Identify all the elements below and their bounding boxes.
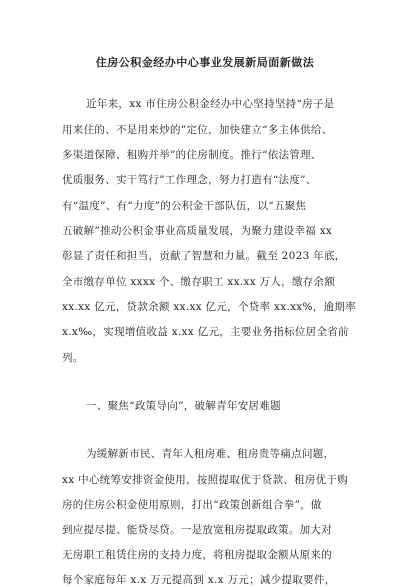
paragraph-line: xx 中心统筹安排资金使用，按照提取优于贷款、租房优于购 — [62, 474, 349, 486]
paragraph-line: 每个家庭每年 x.x 万元提高到 x.x 万元；减少提取要件， — [62, 574, 336, 586]
paragraph-line: xx.xx 亿元，贷款余额 xx.xx 亿元，个贷率 xx.xx%，逾期率 — [62, 301, 356, 313]
paragraph-line: x.x‰，实现增值收益 x.xx 亿元，主要业务指标位居全省前 — [62, 326, 349, 338]
paragraph-line: 到应提尽提、能贷尽贷。一是放宽租房提取政策。加大对 — [62, 524, 332, 536]
paragraph-line: 有“温度”、有“力度”的公积金干部队伍，以“五聚焦 — [62, 200, 307, 212]
paragraph-line: 为缓解新市民、青年人租房难、租房贵等痛点问题， — [86, 448, 335, 460]
section-heading: 一、聚焦“政策导向”，破解青年安居难题 — [86, 400, 281, 412]
paragraph-line: 用来住的、不是用来炒的”定位，加快建立“多主体供给、 — [62, 124, 333, 136]
paragraph-line: 房的住房公积金使用原则，打出“政策创新组合拳”，做 — [62, 499, 322, 511]
paragraph-line: 全市缴存单位 xxxx 个、缴存职工 xx.xx 万人，缴存余额 — [62, 276, 336, 288]
paragraph-line: 近年来，xx 市住房公积金经办中心坚持坚持“房子是 — [86, 98, 335, 110]
paragraph-line: 五破解”推动公积金事业高质量发展，为聚力建设幸福 xx — [62, 225, 333, 237]
paragraph-line: 优质服务、实干笃行”工作理念，努力打造有“法度”、 — [62, 174, 317, 186]
paragraph-line: 彰显了责任和担当，贡献了智慧和力量。截至 2023 年底， — [62, 250, 346, 262]
paragraph-line: 无房职工租赁住房的支持力度，将租房提取金额从原来的 — [62, 549, 332, 561]
paragraph-line: 多渠道保障、租购并举”的住房制度。推行“依法管理、 — [62, 149, 322, 161]
paragraph-line: 列。 — [62, 352, 84, 364]
document-title: 住房公积金经办中心事业发展新局面新做法 — [95, 56, 315, 69]
